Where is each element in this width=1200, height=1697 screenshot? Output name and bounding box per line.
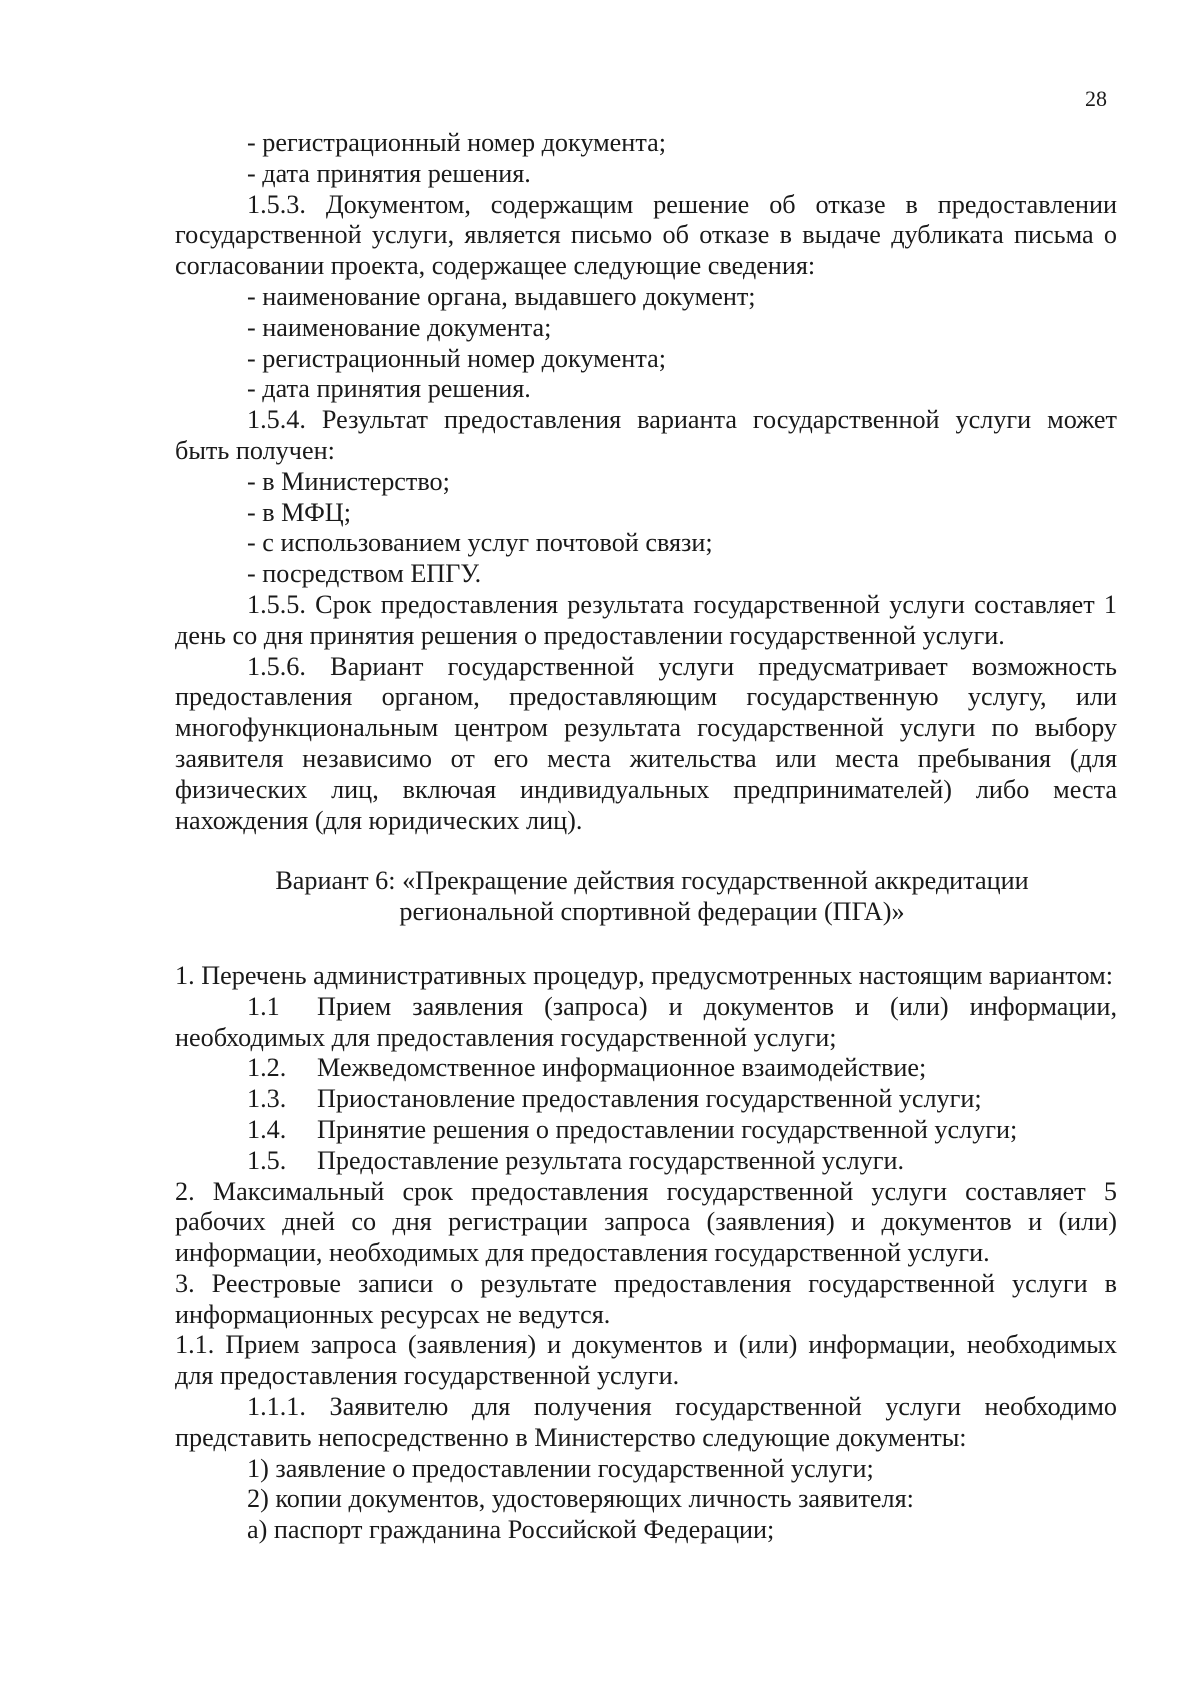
list-item: - дата принятия решения. [247, 374, 531, 404]
document-list-item: а) паспорт гражданина Российской Федерации; [247, 1515, 775, 1545]
page-number: 28 [1085, 86, 1107, 111]
list-item: - с использованием услуг почтовой связи; [247, 528, 713, 558]
document-body [175, 128, 1117, 1546]
subsection-1-1: 1.1. Прием запроса (заявления) и документов и (или) информации, необходимых для предоставления государственной услуги. [175, 1330, 1117, 1391]
subsection-1-1-1: 1.1.1. Заявителю для получения государственной услуги необходимо представить непосредственно в Министерство следующие документы: [175, 1392, 1117, 1452]
procedure-text: Прием заявления (запроса) и документов и (или) информации, [317, 991, 1117, 1021]
procedure-text: Межведомственное информационное взаимодействие; [317, 1053, 927, 1083]
procedure-item [175, 992, 1117, 1054]
list-item: - регистрационный номер документа; [247, 343, 666, 373]
document-list-item: 2) копии документов, удостоверяющих личность заявителя: [247, 1484, 914, 1514]
list-item: - наименование органа, выдавшего документ; [247, 281, 756, 311]
procedure-text-continued: необходимых для предоставления государственной услуги; [175, 1022, 837, 1052]
document-list-item: 1) заявление о предоставлении государственной услуги; [247, 1453, 874, 1483]
section-1-intro: 1. Перечень административных процедур, предусмотренных настоящим вариантом: [175, 960, 1113, 990]
paragraph-1-5-3: 1.5.3. Документом, содержащим решение об отказе в предоставлении государственной услуги, является письмо об отказе в выдаче дубликата письма о согласовании проекта, содержащее следующие сведения: [175, 189, 1117, 281]
procedure-item [175, 1084, 1117, 1115]
procedure-text: Предоставление результата государственной услуги. [317, 1145, 905, 1175]
procedure-number: 1.1 [247, 991, 280, 1021]
procedure-number: 1.4. [247, 1114, 287, 1144]
procedure-item [175, 1053, 1117, 1084]
section-3: 3. Реестровые записи о результате предоставления государственной услуги в информационных ресурсах не ведутся. [175, 1268, 1117, 1329]
variant-heading [175, 866, 1117, 928]
procedure-number: 1.5. [247, 1145, 287, 1175]
list-item: - в МФЦ; [247, 497, 351, 527]
list-item: - дата принятия решения. [247, 158, 531, 188]
paragraph-1-5-4: 1.5.4. Результат предоставления варианта государственной услуги может быть получен: [175, 405, 1117, 465]
procedure-text: Приостановление предоставления государственной услуги; [317, 1084, 982, 1114]
procedure-number: 1.2. [247, 1053, 287, 1083]
list-item: - в Министерство; [247, 466, 450, 496]
list-item: - регистрационный номер документа; [247, 128, 666, 157]
procedure-item [175, 1115, 1117, 1146]
heading-line-2: региональной спортивной федерации (ПГА)» [399, 897, 905, 927]
procedure-item [175, 1146, 1117, 1177]
section-2: 2. Максимальный срок предоставления государственной услуги составляет 5 рабочих дней со дня регистрации запроса (заявления) и документов и (или) информации, необходимых для предоставления государственной услуги. [175, 1176, 1117, 1268]
procedure-number: 1.3. [247, 1084, 287, 1114]
paragraph-1-5-6: 1.5.6. Вариант государственной услуги предусматривает возможность предоставления органом, предоставляющим государственную услугу, или многофункциональным центром результата государственной услуги по выбору заявителя независимо от его места жительства или места пребывания (для физических лиц, включая индивидуальных предпринимателей) либо места нахождения (для юридических лиц). [175, 651, 1117, 835]
list-item: - посредством ЕПГУ. [247, 559, 482, 589]
procedure-text: Принятие решения о предоставлении государственной услуги; [317, 1114, 1018, 1144]
paragraph-1-5-5: 1.5.5. Срок предоставления результата государственной услуги составляет 1 день со дня принятия решения о предоставлении государственной услуги. [175, 589, 1117, 650]
heading-line-1: Вариант 6: «Прекращение действия государственной аккредитации [275, 866, 1029, 896]
list-item: - наименование документа; [247, 312, 552, 342]
